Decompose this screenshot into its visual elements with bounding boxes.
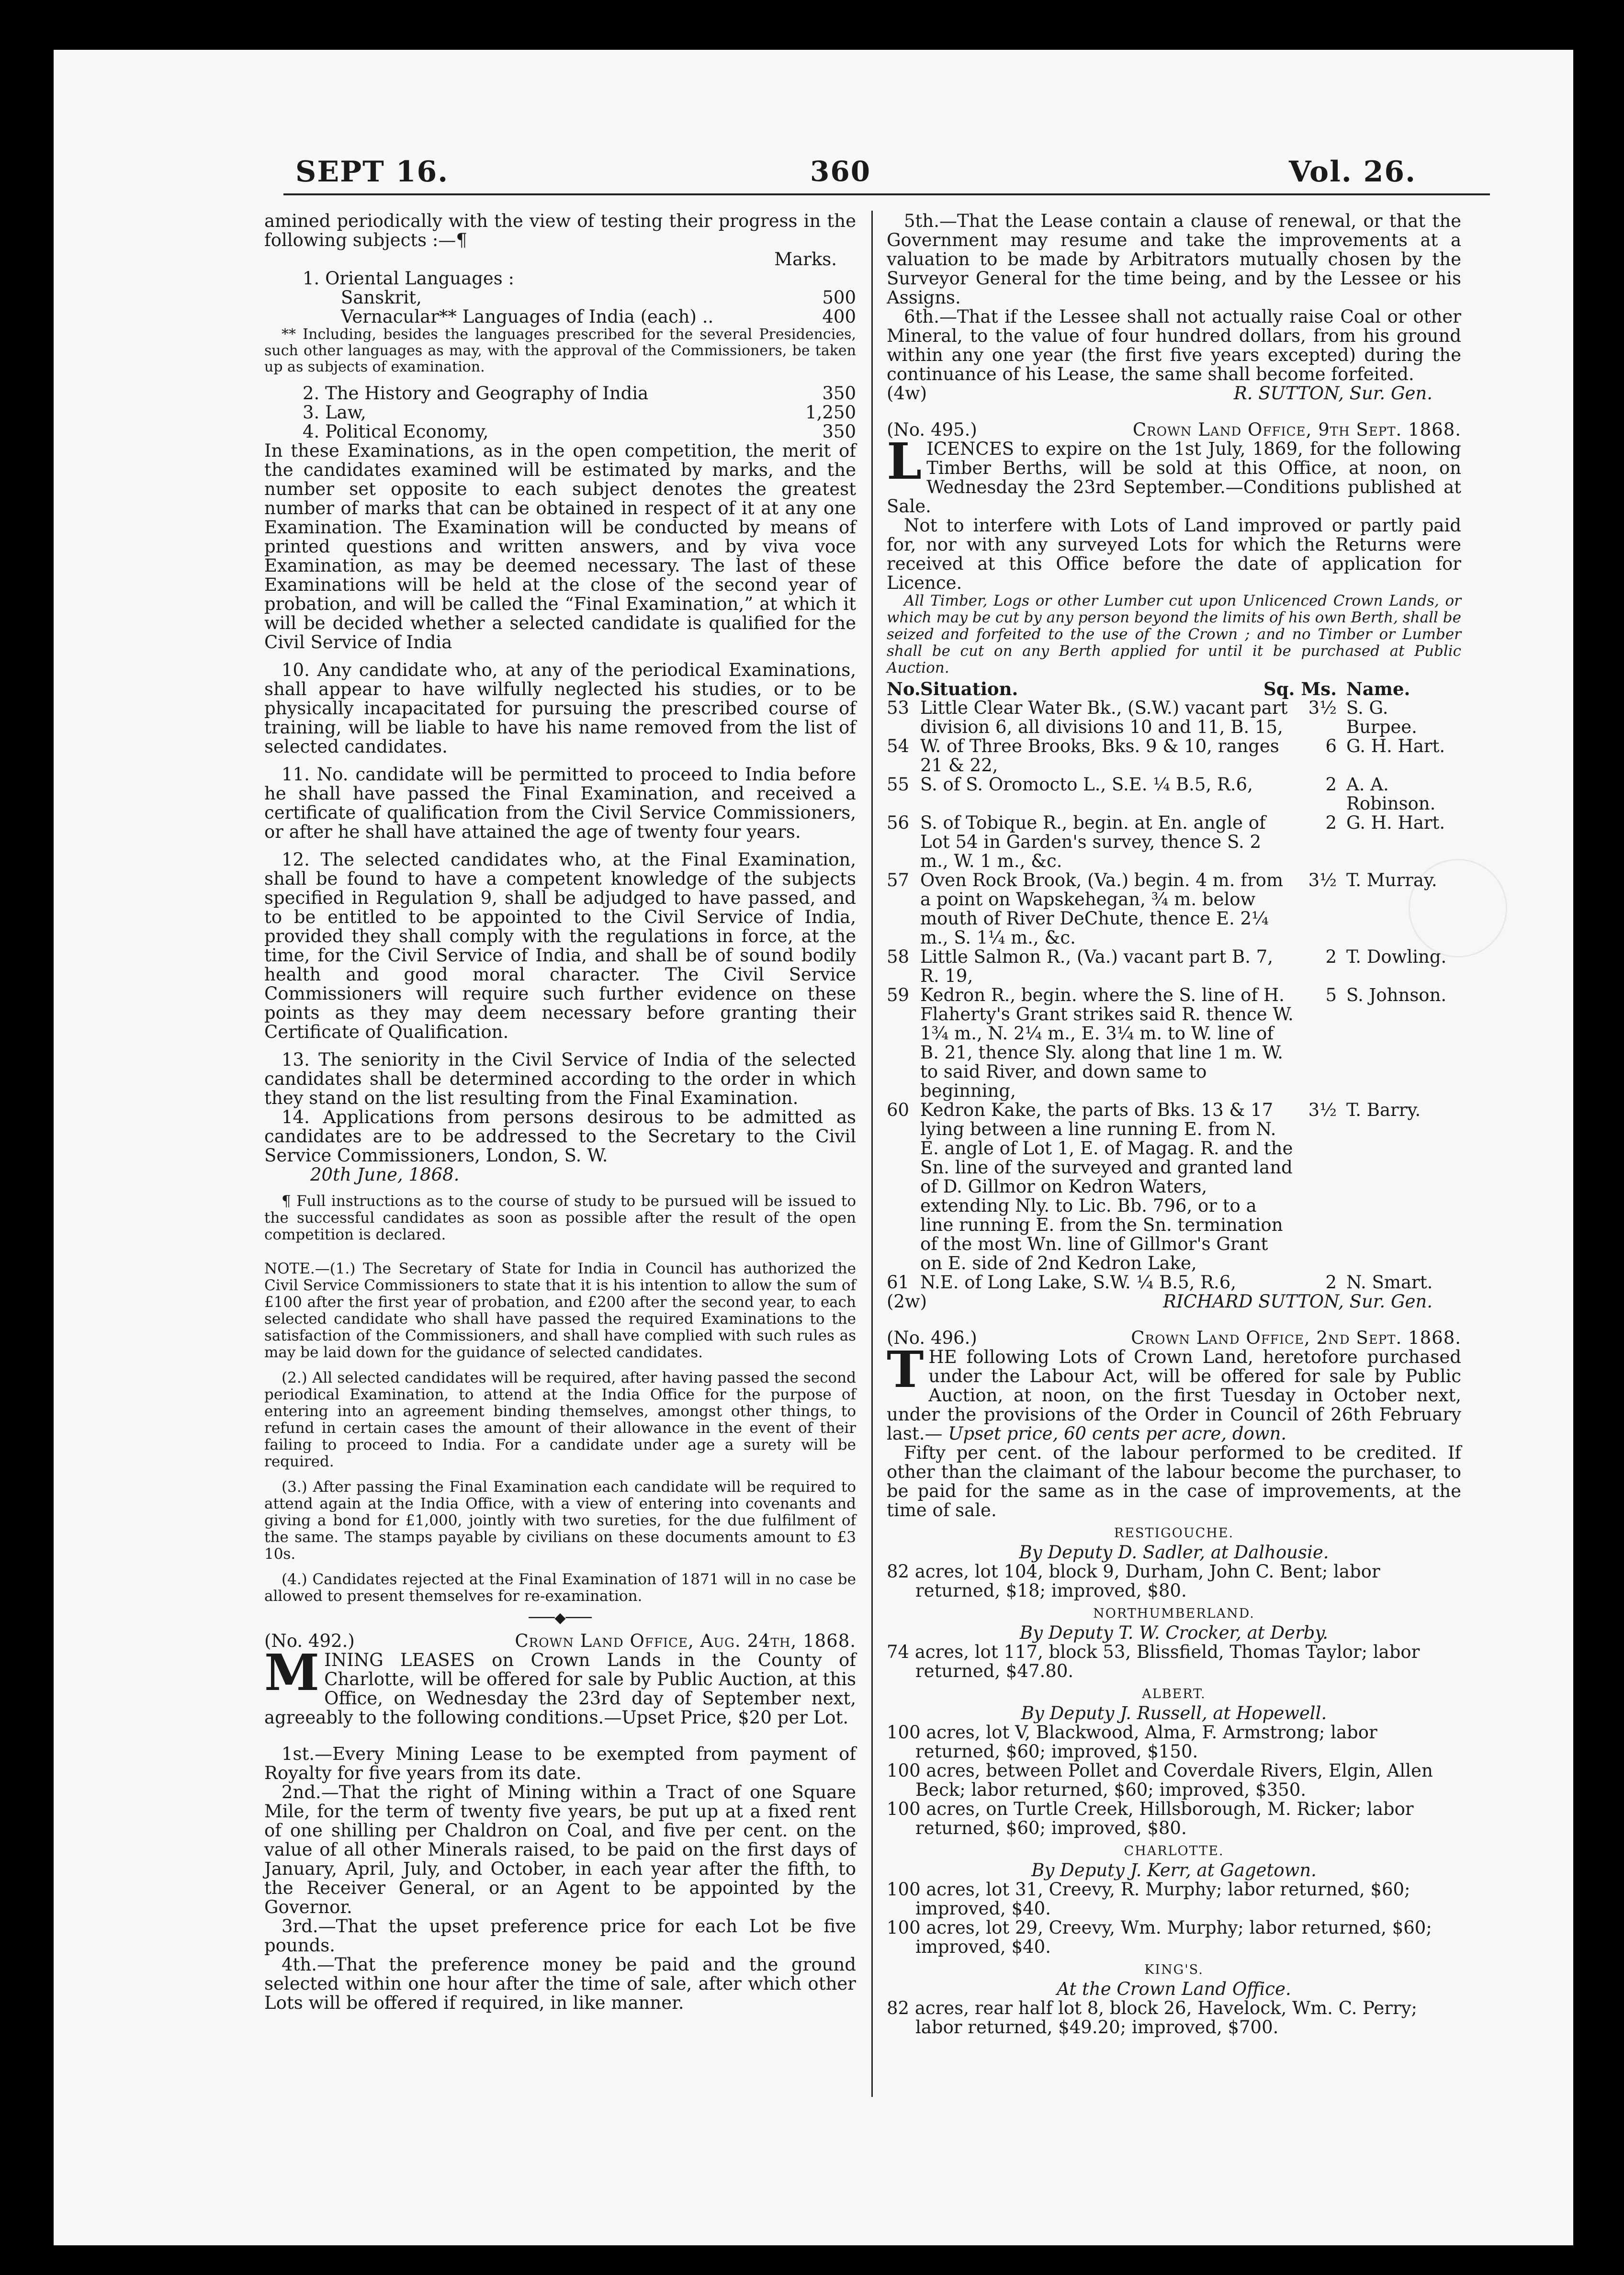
note-4: (4.) Candidates rejected at the Final Examination of 1871 will in no case be allowed to present themselves for re-examination. (264, 1571, 856, 1605)
table-row: 54 W. of Three Brooks, Bks. 9 & 10, ranges 21 & 22, 6 G. H. Hart. (887, 736, 1445, 776)
newspaper-page (54, 50, 1573, 2245)
deputy-line: By Deputy J. Kerr, at Gagetown. (1031, 1860, 1317, 1881)
col-name: Name. (1346, 678, 1410, 699)
notice-number: (No. 495.) (887, 419, 977, 440)
table-row: 60 Kedron Kake, the parts of Bks. 13 & 17 lying between a line running E. from N. E. angle of Lot 1, E. of Magag. R. and the Sn. line of the surveyed and granted land of D. Gillmor on Kedron Waters, extending Nly. to Lic. Bb. 796, or to a line running E. from the Sn. termination of the most Wn. line of Gillmor's Grant on E. side of 2nd Kedron Lake, 3½ T. Barry. (887, 1100, 1421, 1273)
list-item: 100 acres, lot V, Blackwood, Alma, F. Armstrong; labor returned, $60; improved, $150. (887, 1722, 1377, 1762)
list-item: 74 acres, lot 117, block 53, Blissfield, Thomas Taylor; labor returned, $47.80. (887, 1642, 1420, 1681)
regulation-10: 10. Any candidate who, at any of the periodical Examinations, shall appear to have wilfully neglected his studies, or to be physically incapacitated for pursuing the prescribed course of training, will be liable to have his name removed from the list of selected candidates. (264, 660, 856, 757)
lots-table-header (887, 679, 1461, 698)
signature: RICHARD SUTTON, Sur. Gen. (1163, 1291, 1432, 1312)
regulation-12: 12. The selected candidates who, at the Final Examination, shall be found to have a competent knowledge of the subjects specified in Regulation 9, shall be adjudged to have passed, and to be entitled to be appointed to the Civil Service of India, provided they shall comply with the regulations in force, at the time, for the Civil Service of India, and shall be of sound bodily health and good moral character. The Civil Service Commissioners will require such further evidence on these points as they may deem necessary before granting their Certificate of Qualification. (264, 849, 856, 1042)
list-item: 100 acres, lot 31, Creevy, R. Murphy; labor returned, $60; improved, $40. (887, 1879, 1410, 1919)
regulation-13: 13. The seniority in the Civil Service of India of the selected candidates shall be determined according to the order in which they stand on the list resulting from the Final Examination. (264, 1049, 856, 1108)
subject-marks: 500 (822, 287, 856, 308)
notice-495-body: LICENCES to expire on the 1st July, 1869, for the following Timber Berths, will be sold at this Office, at noon, on Wednesday the 23rd September.—Conditions published at Sale. (887, 432, 1461, 517)
subject-label: 3. Law, (303, 402, 366, 423)
subject-marks: 350 (822, 383, 856, 404)
county-heading: RESTIGOUCHE. (1114, 1526, 1234, 1541)
deputy-line: By Deputy D. Sadler, at Dalhousie. (1019, 1542, 1329, 1563)
marks-heading: Marks. (774, 249, 837, 270)
column-rule (871, 211, 873, 2097)
notice-number: (No. 492.) (264, 1631, 355, 1651)
table-row: 58 Little Salmon R., (Va.) vacant part B. 7, R. 19, 2 T. Dowling. (887, 946, 1447, 986)
subject-label: 2. The History and Geography of India (303, 383, 649, 404)
deputy-line: By Deputy T. W. Crocker, at Derby. (1019, 1622, 1329, 1643)
county-heading: KING'S. (1144, 1962, 1204, 1977)
drop-cap: T (887, 1340, 924, 1399)
table-row: 59 Kedron R., begin. where the S. line of H. Flaherty's Grant strikes said R. thence W. 1¾ m., N. 2¼ m., E. 3¼ m. to W. line of B. 21, thence Sly. along that line 1 m. W. to said River, and down same to beginning, 5 S. Johnson. (887, 985, 1447, 1101)
notice-office: Crown Land Office, 9th Sept. 1868. (1132, 419, 1461, 440)
subject-sanskrit (303, 288, 856, 307)
subject-oriental: 1. Oriental Languages : (303, 268, 514, 289)
deputy-line: At the Crown Land Office. (1057, 1979, 1291, 1999)
subject-label: 4. Political Economy, (303, 421, 489, 442)
notice-495-warning: All Timber, Logs or other Lumber cut upon Unlicenced Crown Lands, or which may be cut by any person beyond the limits of his own Berth, shall be seized and forfeited to the use of the Crown ; and no Timber or Lumber shall be cut on any Berth applied for until it be purchased at Public Auction. (887, 592, 1461, 676)
notice-495-signature (887, 1292, 1461, 1311)
subject-economy (303, 422, 856, 441)
notice-495-heading (887, 420, 1461, 439)
date-june: 20th June, 1868. (310, 1164, 460, 1185)
table-row: 55 S. of S. Oromocto L., S.E. ¼ B.5, R.6, 2 A. A. Robinson. (887, 774, 1436, 814)
insertion-code: (4w) (887, 383, 927, 404)
condition-1: 1st.—Every Mining Lease to be exempted from payment of Royalty for five years from its date. (264, 1744, 856, 1783)
notice-office: Crown Land Office, 2nd Sept. 1868. (1131, 1328, 1461, 1348)
left-column (264, 212, 856, 2013)
county-heading: ALBERT. (1142, 1687, 1206, 1701)
subject-label: Sanskrit, (341, 287, 422, 308)
list-item: 100 acres, on Turtle Creek, Hillsborough, M. Ricker; labor returned, $60; improved, $80. (887, 1799, 1414, 1838)
header-date: SEPT 16. (295, 155, 449, 189)
county-heading: CHARLOTTE. (1124, 1844, 1224, 1858)
table-row: 56 S. of Tobique R., begin. at En. angle of Lot 54 in Garden's survey, thence S. 2 m., W. 1 m., &c. 2 G. H. Hart. (887, 812, 1445, 871)
deputy-line: By Deputy J. Russell, at Hopewell. (1021, 1703, 1327, 1723)
note-2: (2.) All selected candidates will be required, after having passed the second periodical Examination, to attend at the India Office for the purpose of entering into an agreement binding themselves, amongst other things, to refund in certain cases the amount of their allowance in the event of their failing to proceed to India. For a candidate under age a surety will be required. (264, 1369, 856, 1470)
drop-cap: L (887, 432, 922, 491)
subject-marks: 400 (822, 306, 856, 327)
subject-label: Vernacular** Languages of India (each) .. (341, 306, 714, 327)
col-no: No. (887, 678, 921, 699)
drop-cap: M (264, 1643, 320, 1702)
list-item: 82 acres, lot 104, block 9, Durham, John C. Bent; labor returned, $18; improved, $80. (887, 1561, 1380, 1601)
condition-5: 5th.—That the Lease contain a clause of renewal, or that the Government may resume and take the improvements at a valuation to be made by Arbitrators mutually chosen by the Surveyor General for the time being, and by the Lessee or his Assigns. (887, 211, 1461, 308)
lots-table (887, 698, 1461, 1292)
county-heading: NORTHUMBERLAND. (1093, 1606, 1255, 1621)
table-row: 57 Oven Rock Brook, (Va.) begin. 4 m. from a point on Wapskehegan, ¾ m. below mouth of River DeChute, thence E. 2¼ m., S. 1¼ m., &c. 3½ T. Murray. (887, 870, 1437, 948)
volume-number: Vol. 26. (1289, 155, 1417, 189)
regulation-11: 11. No. candidate will be permitted to proceed to India before he shall have passed the Final Examination, and received a certificate of qualification from the Civil Service Commissioners, or after he shall have attained the age of twenty four years. (264, 764, 856, 842)
notice-number: (No. 496.) (887, 1328, 977, 1348)
subject-marks: 1,250 (805, 402, 856, 423)
subject-vernacular (303, 307, 856, 327)
regulation-14: 14. Applications from persons desirous to be admitted as candidates are to be addressed to the Secretary to the Civil Service Commissioners, London, S. W. (264, 1107, 856, 1166)
notice-496-labour: Fifty per cent. of the labour performed to be credited. If other than the claimant of the labour become the purchaser, to be paid for the same as in the case of improvements, at the time of sale. (887, 1442, 1461, 1520)
condition-4: 4th.—That the preference money be paid and the ground selected within one hour after the time of sale, after which other Lots will be offered if required, in like manner. (264, 1954, 856, 2013)
table-row: 61 N.E. of Long Lake, S.W. ¼ B.5, R.6, 2 N. Smart. (887, 1272, 1433, 1293)
signature: R. SUTTON, Sur. Gen. (1233, 383, 1432, 404)
notice-495-conditions: Not to interfere with Lots of Land improved or partly paid for, nor with any surveyed Lots for which the Returns were received at this Office before the date of application for Licence. (887, 515, 1461, 593)
notice-492-signature (887, 384, 1461, 403)
list-item: 100 acres, lot 29, Creevy, Wm. Murphy; labor returned, $60; improved, $40. (887, 1917, 1432, 1957)
condition-3: 3rd.—That the upset preference price for each Lot be five pounds. (264, 1916, 856, 1956)
header-rule (283, 193, 1490, 195)
table-row: 53 Little Clear Water Bk., (S.W.) vacant part division 6, all divisions 10 and 11, B. 15, 3½ S. G. Burpee. (887, 698, 1417, 737)
list-item: 100 acres, between Pollet and Coverdale Rivers, Elgin, Allen Beck; labor returned, $60; improved, $350. (887, 1760, 1433, 1800)
ornamental-divider: ───◆─── (529, 1610, 592, 1626)
examinations-paragraph: In these Examinations, as in the open competition, the merit of the candidates examined will be estimated by marks, and the number set opposite to each subject denotes the greatest number of marks that can be obtained in respect of it at any one Examination. The Examination will be conducted by means of printed questions and written answers, and by viva voce Examination, as may be deemed necessary. The last of these Examinations will be held at the close of the second year of probation, and will be called the “Final Examination,” at which it will be decided whether a selected candidate is qualified for the Civil Service of India (264, 440, 856, 653)
list-item: 82 acres, rear half lot 8, block 26, Havelock, Wm. C. Perry; labor returned, $49.20; improved, $700. (887, 1998, 1418, 2038)
page-number: 360 (810, 155, 871, 188)
col-situation: Situation. (920, 678, 1018, 699)
notice-492-body: MINING LEASES on Crown Lands in the County of Charlotte, will be offered for sale by Public Auction, at this Office, on Wednesday the 23rd day of September next, agreeably to the following conditions.—Upset Price, $20 per Lot. (264, 1643, 856, 1728)
notice-492-heading (264, 1632, 856, 1651)
insertion-code: (2w) (887, 1291, 927, 1312)
full-instructions-note: ¶ Full instructions as to the course of study to be pursued will be issued to the successful candidates as soon as possible after the result of the open competition is declared. (264, 1193, 856, 1243)
languages-footnote: ** Including, besides the languages prescribed for the several Presidencies, such other languages as may, with the approval of the Commissioners, be taken up as subjects of examination. (264, 326, 856, 375)
notice-496-heading (887, 1329, 1461, 1348)
subject-history (303, 384, 856, 403)
condition-2: 2nd.—That the right of Mining within a Tract of one Square Mile, for the term of twenty five years, be put up at a fixed rent of one shilling per Chaldron on Coal, and five per cent. on the value of all other Minerals raised, to be paid on the first days of January, April, July, and October, in each year after the fifth, to the Receiver General, or an Agent to be appointed by the Governor. (264, 1782, 856, 1917)
subject-marks: 350 (822, 421, 856, 442)
upset-price: Upset price, 60 cents per acre, down. (948, 1423, 1287, 1444)
note-3: (3.) After passing the Final Examination each candidate will be required to attend again at the India Office, with a view of entering into covenants and giving a bond for £1,000, jointly with two sureties, for the due fulfilment of the same. The stamps payable by civilians on these documents amount to £3 10s. (264, 1478, 856, 1563)
right-column (887, 212, 1461, 2037)
subject-law (303, 403, 856, 422)
notice-496-body: THE following Lots of Crown Land, heretofore purchased under the Labour Act, will be offered for sale by Public Auction, at noon, on the first Tuesday in October next, under the provisions of the Order in Council of 26th February last.— Upset price, 60 cents per acre, down. (887, 1340, 1461, 1444)
notice-office: Crown Land Office, Aug. 24th, 1868. (515, 1631, 856, 1651)
condition-6: 6th.—That if the Lessee shall not actually raise Coal or other Mineral, to the value of four hundred dollars, from his ground within any one year (the first five years excepted) during the continuance of his Lease, the same shall become forfeited. (887, 306, 1461, 384)
intro-paragraph: amined periodically with the view of testing their progress in the following subjects :—¶ (264, 211, 856, 250)
col-sq: Sq. Ms. (1263, 678, 1337, 699)
note-1: NOTE.—(1.) The Secretary of State for India in Council has authorized the Civil Service Commissioners to state that it is his intention to allow the sum of £100 after the first year of probation, and £200 after the second year, to each selected candidate who shall have passed the required Examinations to the satisfaction of the Commissioners, and shall have complied with such rules as may be laid down for the guidance of selected candidates. (264, 1260, 856, 1361)
